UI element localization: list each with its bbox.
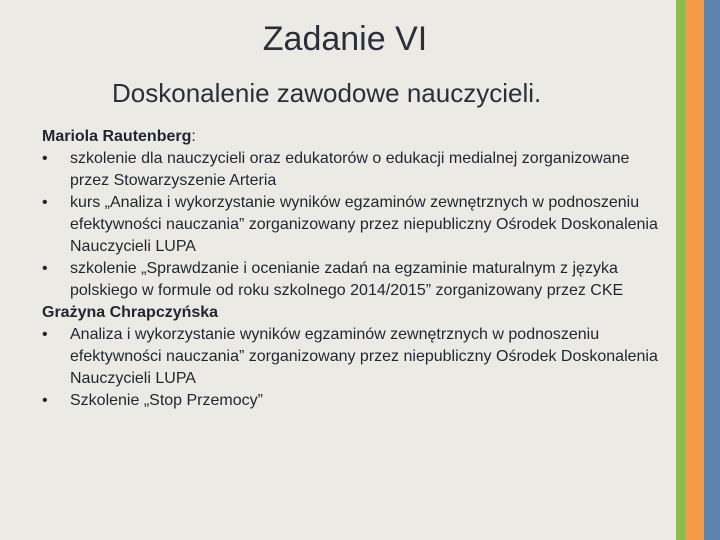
accent-stripe-green — [676, 0, 685, 540]
accent-stripe-blue — [704, 0, 720, 540]
list-item-text: szkolenie dla nauczycieli oraz edukatorów o edukacji medialnej zorganizowane przez Stowarzyszenie Arteria — [70, 150, 630, 189]
person-name-suffix: : — [191, 128, 196, 145]
bullet-list — [42, 148, 667, 302]
list-item — [42, 390, 667, 412]
bullet-icon: • — [42, 392, 48, 409]
person-name: Grażyna Chrapczyńska — [42, 304, 219, 321]
slide-title: Zadanie VI — [262, 20, 428, 58]
slide-subtitle: Doskonalenie zawodowe nauczycieli. — [112, 78, 542, 108]
list-item-text: szkolenie „Sprawdzanie i ocenianie zadań na egzaminie maturalnym z języka polskiego w formule od roku szkolnego 2014/2015” zorganizowany przez CKE — [70, 260, 624, 299]
list-item — [42, 148, 667, 192]
bullet-icon: • — [42, 150, 48, 167]
bullet-icon: • — [42, 194, 48, 211]
person-heading — [42, 126, 667, 148]
list-item — [42, 258, 667, 302]
person-name: Mariola Rautenberg — [42, 128, 192, 145]
list-item — [42, 192, 667, 258]
slide-content — [42, 126, 667, 412]
bullet-icon: • — [42, 260, 48, 277]
person-heading — [42, 302, 667, 324]
bullet-list — [42, 324, 667, 412]
bullet-icon: • — [42, 326, 48, 343]
accent-stripe-orange — [685, 0, 704, 540]
list-item-text: Szkolenie „Stop Przemocy” — [70, 392, 263, 409]
list-item — [42, 324, 667, 390]
list-item-text: kurs „Analiza i wykorzystanie wyników egzaminów zewnętrznych w podnoszeniu efektywności nauczania” zorganizowany przez niepubliczny Ośrodek Doskonalenia Nauczycieli LUPA — [70, 194, 658, 255]
list-item-text: Analiza i wykorzystanie wyników egzaminów zewnętrznych w podnoszeniu efektywności nauczania” zorganizowany przez niepubliczny Ośrodek Doskonalenia Nauczycieli LUPA — [70, 326, 658, 387]
